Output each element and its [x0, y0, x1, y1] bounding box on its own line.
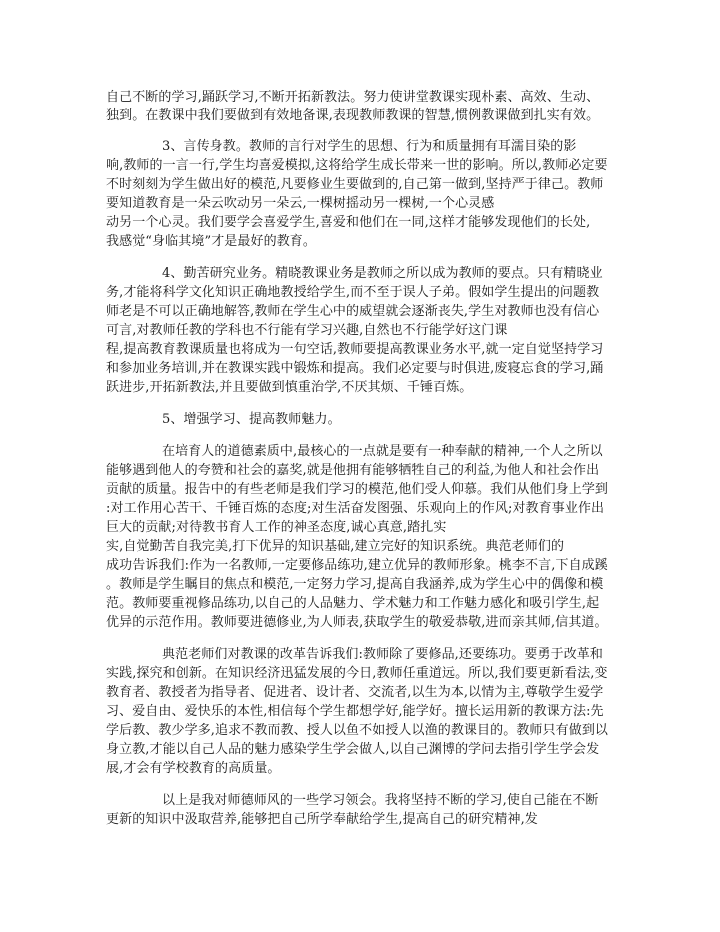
text-line: 学后教、教少学多,追求不教而教、授人以鱼不如授人以渔的教课目的。教师只有做到以 [106, 723, 609, 738]
text-line: 在培育人的道德素质中,最核心的一点就是要有一种奉献的精神,一个人之所以 [162, 444, 603, 459]
text-line: 动另一个心灵。我们要学会喜爱学生,喜爱和他们在一同,这样才能够发现他们的长处, [106, 215, 591, 230]
text-line: 不时刻刻为学生做出好的模范,凡要修业生要做到的,自己第一做到,坚持严于律己。教师 [106, 177, 604, 192]
text-line: 实践,探究和创新。在知识经济迅猛发展的今日,教师任重道远。所以,我们要更新看法,变 [106, 666, 608, 681]
section-heading: 5、增强学习、提高教师魅力。 [162, 412, 341, 427]
text-line: 更新的知识中汲取营养,能够把自己所学奉献给学生,提高自己的研究精神,发 [106, 812, 538, 827]
text-line: 务,才能将科学文化知识正确地教授给学生,而不至于误人子弟。假如学生提出的问题教 [106, 285, 600, 300]
text-line: 和参加业务培训,并在教课实践中锻炼和提高。我们必定要与时俱进,废寝忘食的学习,踊 [106, 361, 604, 376]
text-line: 范。教师要重视修品练功,以自己的人品魅力、学术魅力和工作魅力感化和吸引学生,起 [106, 596, 600, 611]
text-line: 实,自觉勤苦自我完美,打下优异的知识基础,建立完好的知识系统。典范老师们的 [106, 539, 565, 554]
text-line: 响,教师的一言一行,学生均喜爱模拟,这将给学生成长带来一世的影响。所以,教师必定要 [106, 158, 608, 173]
text-line: 。教师是学生瞩目的焦点和模范,一定努力学习,提高自我涵养,成为学生心中的偶像和模 [106, 577, 604, 592]
text-line: :对工作用心苦干、千锤百炼的态度;对生活奋发图强、乐观向上的作风;对教育事业作出 [106, 501, 605, 516]
text-line: 师老是不可以正确地解答,教师在学生心中的威望就会逐渐丧失,学生对教师也没有信心 [106, 304, 600, 319]
text-line: 3、言传身教。教师的言行对学生的思想、行为和质量拥有耳濡目染的影 [162, 139, 577, 154]
text-line: 教育者、教授者为指导者、促进者、设计者、交流者,以生为本,以情为主,尊敬学生爱学 [106, 685, 604, 700]
text-line: 4、勤苦研究业务。精晓教课业务是教师之所以成为教师的要点。只有精晓业 [162, 266, 603, 281]
text-line: 我感觉“身临其境”才是最好的教育。 [106, 234, 316, 249]
text-line: 可言,对教师任教的学科也不行能有学习兴趣,自然也不行能学好这门课 [106, 323, 508, 338]
text-line: 巨大的贡献;对待教书育人工作的神圣态度,诚心真意,踏扎实 [106, 520, 447, 535]
text-line: 身立教,才能以自己人品的魅力感染学生学会做人,以自己渊博的学问去指引学生学会发 [106, 742, 600, 757]
text-line: 习、爱自由、爱快乐的本性,相信每个学生都想学好,能学好。擅长运用新的教课方法:先 [106, 704, 604, 719]
text-line: 优异的示范作用。教师要进德修业,为人师表,获取学生的敬爱恭敬,进而亲其师,信其道。 [106, 615, 608, 630]
text-line: 典范老师们对教课的改革告诉我们:教师除了要修品,还要练功。要勇于改革和 [162, 647, 604, 662]
text-line: 成功告诉我们:作为一名教师,一定要修品练功,建立优异的教师形象。桃李不言,下自成蹊 [106, 558, 608, 573]
text-line: 贡献的质量。报告中的有些老师是我们学习的模范,他们受人仰慕。我们从他们身上学到 [106, 482, 609, 497]
text-line: 自己不断的学习,踊跃学习,不断开拓新教法。努力使讲堂教课实现朴素、高效、生动、 [106, 90, 600, 105]
text-line: 能够遇到他人的夸赞和社会的嘉奖,就是他拥有能够牺牲自己的利益,为他人和社会作出 [106, 463, 600, 478]
text-line: 展,才会有学校教育的高质量。 [106, 761, 281, 776]
text-line: 跃进步,开拓新教法,并且要做到慎重治学,不厌其烦、千锤百炼。 [106, 380, 473, 395]
text-line: 程,提高教育教课质量也将成为一句空话,教师要提高教课业务水平,就一定自觉坚持学习 [106, 342, 604, 357]
text-line: 要知道教育是一朵云吹动另一朵云,一棵树摇动另一棵树,一个心灵感 [106, 196, 495, 211]
text-line: 独到。在教课中我们要做到有效地备课,表现教师教课的智慧,惯例教课做到扎实有效。 [106, 108, 600, 123]
text-line: 以上是我对师德师风的一些学习领会。我将坚持不断的学习,使自己能在不断 [162, 793, 599, 808]
